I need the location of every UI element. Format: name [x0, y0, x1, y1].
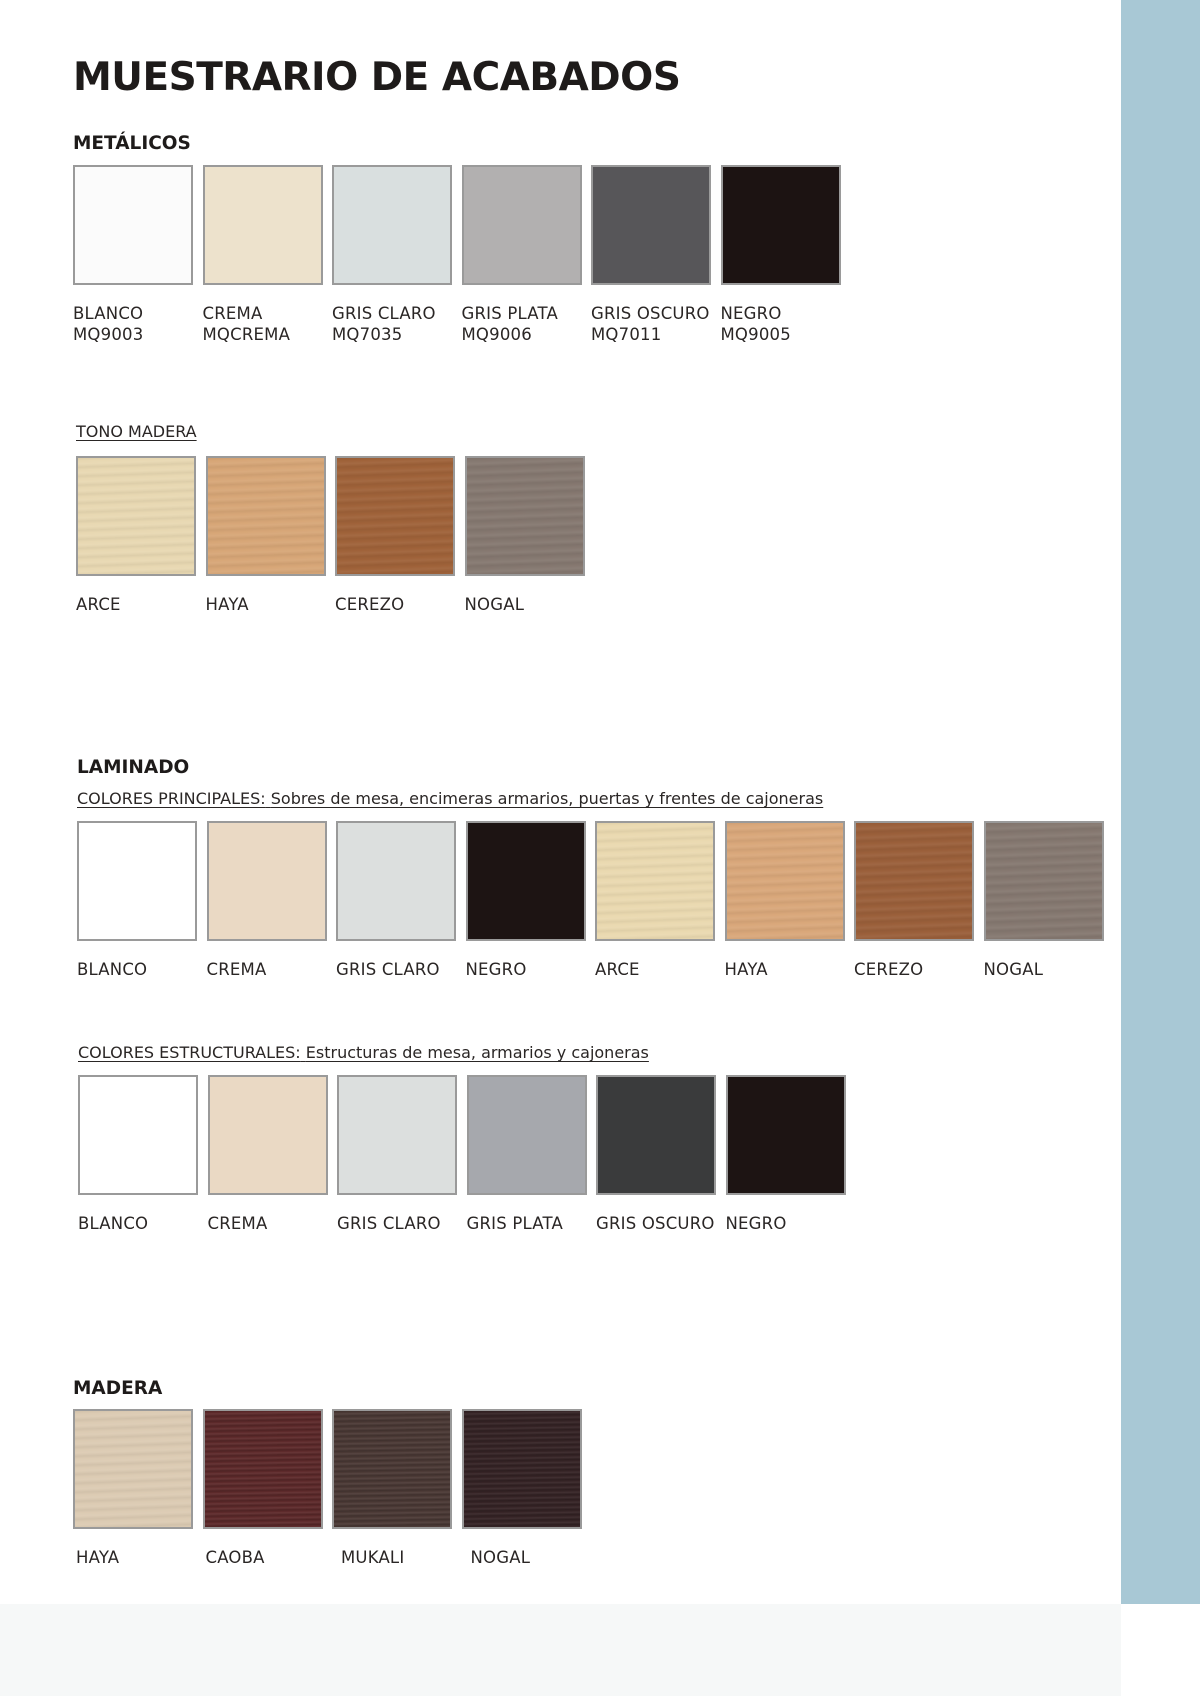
estructurales-swatch-row	[78, 1075, 846, 1234]
swatch-metal-gris-claro[interactable]	[332, 165, 452, 345]
swatch-principal-gris-claro[interactable]	[336, 821, 456, 980]
color-chip	[465, 456, 585, 576]
swatch-madera-haya[interactable]	[73, 1409, 193, 1568]
color-chip	[76, 456, 196, 576]
swatch-label: ARCE	[595, 960, 640, 979]
tono-madera-swatch-row	[76, 456, 585, 615]
swatch-label: GRIS PLATA	[461, 304, 558, 323]
swatch-estructural-blanco[interactable]	[78, 1075, 198, 1234]
estructurales-caption	[78, 1042, 649, 1064]
swatch-principal-cerezo[interactable]	[854, 821, 974, 980]
color-chip	[462, 1409, 582, 1529]
swatch-metal-crema[interactable]	[203, 165, 323, 345]
tono-madera-heading-text: TONO MADERA	[76, 422, 197, 441]
swatch-label: NOGAL	[983, 960, 1044, 979]
swatch-label: NOGAL	[470, 1548, 531, 1567]
swatch-metal-negro[interactable]	[721, 165, 841, 345]
swatch-madera-mukali[interactable]	[332, 1409, 452, 1568]
swatch-metal-blanco[interactable]	[73, 165, 193, 345]
swatch-estructural-negro[interactable]	[726, 1075, 846, 1234]
swatch-tono-nogal[interactable]	[465, 456, 585, 615]
color-chip	[208, 1075, 328, 1195]
estructurales-label: COLORES ESTRUCTURALES:	[78, 1043, 301, 1062]
swatch-label: CREMA	[207, 1214, 268, 1233]
section-heading-madera: MADERA	[73, 1378, 163, 1399]
color-chip	[854, 821, 974, 941]
swatch-label: HAYA	[76, 1548, 120, 1567]
color-chip	[73, 165, 193, 285]
swatch-estructural-gris-claro[interactable]	[337, 1075, 457, 1234]
color-chip	[207, 821, 327, 941]
swatch-principal-nogal[interactable]	[984, 821, 1104, 980]
color-chip	[596, 1075, 716, 1195]
color-chip	[73, 1409, 193, 1529]
swatch-label: NEGRO	[465, 960, 527, 979]
swatch-label: GRIS OSCURO	[591, 304, 710, 323]
color-chip	[466, 821, 586, 941]
page-title: MUESTRARIO DE ACABADOS	[73, 55, 681, 100]
madera-swatch-row	[73, 1409, 582, 1568]
swatch-code: MQ9005	[720, 325, 791, 344]
color-chip	[203, 165, 323, 285]
swatch-label: MUKALI	[341, 1548, 405, 1567]
swatch-madera-caoba[interactable]	[203, 1409, 323, 1568]
swatch-label: CEREZO	[854, 960, 924, 979]
swatch-label: NOGAL	[464, 595, 525, 614]
estructurales-desc: Estructuras de mesa, armarios y cajoneras	[305, 1043, 649, 1062]
swatch-label: GRIS CLARO	[332, 304, 436, 323]
principales-swatch-row	[77, 821, 1104, 980]
swatch-code: MQ9003	[73, 325, 144, 344]
color-chip	[77, 821, 197, 941]
swatch-tono-cerezo[interactable]	[335, 456, 455, 615]
color-chip	[726, 1075, 846, 1195]
swatch-label: ARCE	[76, 595, 121, 614]
color-chip	[984, 821, 1104, 941]
swatch-tono-arce[interactable]	[76, 456, 196, 615]
swatch-label: GRIS CLARO	[336, 960, 440, 979]
swatch-metal-gris-plata[interactable]	[462, 165, 582, 345]
swatch-label: GRIS PLATA	[466, 1214, 563, 1233]
swatch-estructural-gris-plata[interactable]	[467, 1075, 587, 1234]
swatch-metal-gris-oscuro[interactable]	[591, 165, 711, 345]
estructurales-caption-text	[78, 1043, 649, 1062]
swatch-estructural-gris-oscuro[interactable]	[596, 1075, 716, 1234]
swatch-label: CREMA	[202, 304, 263, 323]
swatch-code: MQCREMA	[202, 325, 291, 344]
swatch-label: CAOBA	[205, 1548, 265, 1567]
color-chip	[591, 165, 711, 285]
swatch-principal-blanco[interactable]	[77, 821, 197, 980]
color-chip	[721, 165, 841, 285]
swatch-code: MQ7011	[591, 325, 662, 344]
swatch-label: BLANCO	[77, 960, 148, 979]
swatch-principal-negro[interactable]	[466, 821, 586, 980]
color-chip	[203, 1409, 323, 1529]
swatch-label: HAYA	[724, 960, 768, 979]
swatch-label: NEGRO	[720, 304, 782, 323]
color-chip	[206, 456, 326, 576]
swatch-estructural-crema[interactable]	[208, 1075, 328, 1234]
swatch-label: NEGRO	[725, 1214, 787, 1233]
color-chip	[725, 821, 845, 941]
swatch-tono-haya[interactable]	[206, 456, 326, 615]
color-chip	[78, 1075, 198, 1195]
section-heading-laminado: LAMINADO	[77, 757, 190, 778]
principales-desc: Sobres de mesa, encimeras armarios, puertas y frentes de cajoneras	[270, 789, 824, 808]
section-heading-tono-madera	[76, 421, 197, 443]
swatch-label: CEREZO	[335, 595, 405, 614]
color-chip	[595, 821, 715, 941]
footer-band	[0, 1604, 1121, 1696]
color-chip	[336, 821, 456, 941]
color-chip	[462, 165, 582, 285]
swatch-principal-haya[interactable]	[725, 821, 845, 980]
principales-caption	[77, 788, 823, 810]
metalicos-swatch-row	[73, 165, 841, 345]
swatch-code: MQ9006	[461, 325, 532, 344]
swatch-madera-nogal[interactable]	[462, 1409, 582, 1568]
swatch-principal-crema[interactable]	[207, 821, 327, 980]
color-chip	[332, 1409, 452, 1529]
swatch-label: CREMA	[206, 960, 267, 979]
swatch-label: GRIS CLARO	[337, 1214, 441, 1233]
swatch-label: GRIS OSCURO	[596, 1214, 715, 1233]
color-chip	[332, 165, 452, 285]
swatch-code: MQ7035	[332, 325, 403, 344]
swatch-label: HAYA	[205, 595, 249, 614]
color-chip	[337, 1075, 457, 1195]
principales-caption-text	[77, 789, 823, 808]
swatch-principal-arce[interactable]	[595, 821, 715, 980]
section-heading-metalicos: METÁLICOS	[73, 133, 191, 154]
side-accent-bar	[1121, 0, 1200, 1604]
color-chip	[467, 1075, 587, 1195]
swatch-label: BLANCO	[73, 304, 144, 323]
swatch-label: BLANCO	[78, 1214, 149, 1233]
principales-label: COLORES PRINCIPALES:	[77, 789, 266, 808]
color-chip	[335, 456, 455, 576]
